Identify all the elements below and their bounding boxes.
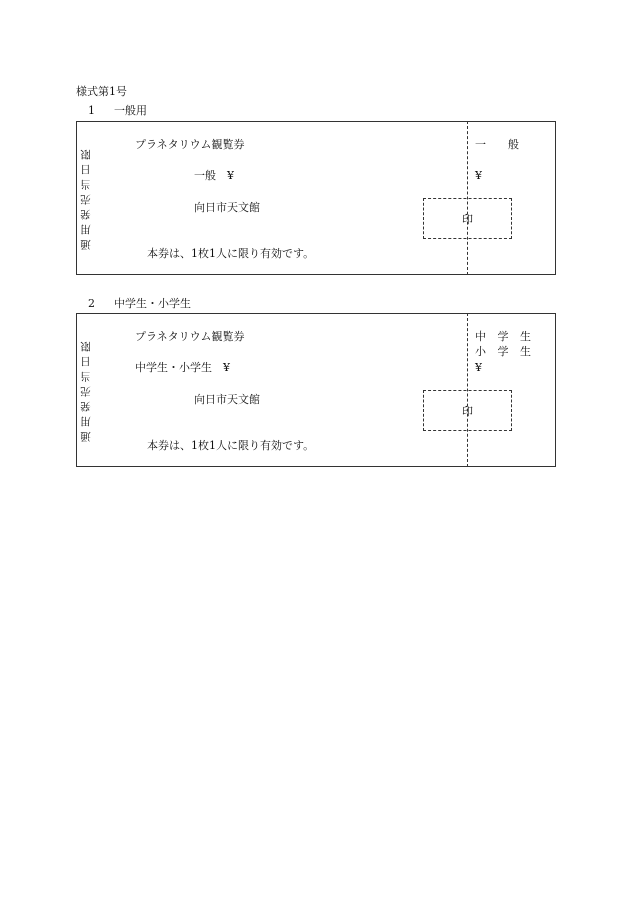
- stamp-label: 印: [462, 212, 473, 226]
- stub-category: 一 般: [475, 138, 519, 151]
- ticket-general: [76, 121, 556, 275]
- stub-category-line1: 中 学 生: [475, 330, 535, 343]
- section-heading-2: [88, 298, 191, 309]
- section-number: 2: [88, 297, 95, 310]
- ticket-student: [76, 313, 556, 467]
- price-line: 中学生・小学生 ¥: [135, 361, 230, 374]
- section-number: 1: [88, 104, 95, 117]
- section-title: 一般用: [114, 104, 147, 117]
- validity-label: 通用発売当日限: [80, 145, 92, 251]
- section-heading-1: [88, 105, 147, 116]
- issuer-name: 向日市天文館: [194, 201, 260, 214]
- issuer-name: 向日市天文館: [194, 393, 260, 406]
- stub-price: ¥: [475, 361, 482, 374]
- price-line: 一般 ¥: [194, 169, 234, 182]
- stamp-box: [423, 390, 512, 431]
- validity-note: 本券は、1枚1人に限り有効です。: [147, 439, 315, 452]
- stamp-box: [423, 198, 512, 239]
- stamp-label: 印: [462, 404, 473, 418]
- stub-category-line2: 小 学 生: [475, 345, 535, 358]
- ticket-title: プラネタリウム観覧券: [135, 138, 245, 151]
- ticket-title: プラネタリウム観覧券: [135, 330, 245, 343]
- section-title: 中学生・小学生: [114, 297, 191, 310]
- validity-note: 本券は、1枚1人に限り有効です。: [147, 247, 315, 260]
- stub-price: ¥: [475, 169, 482, 182]
- validity-label: 通用発売当日限: [80, 337, 92, 443]
- form-label: 様式第1号: [76, 85, 127, 98]
